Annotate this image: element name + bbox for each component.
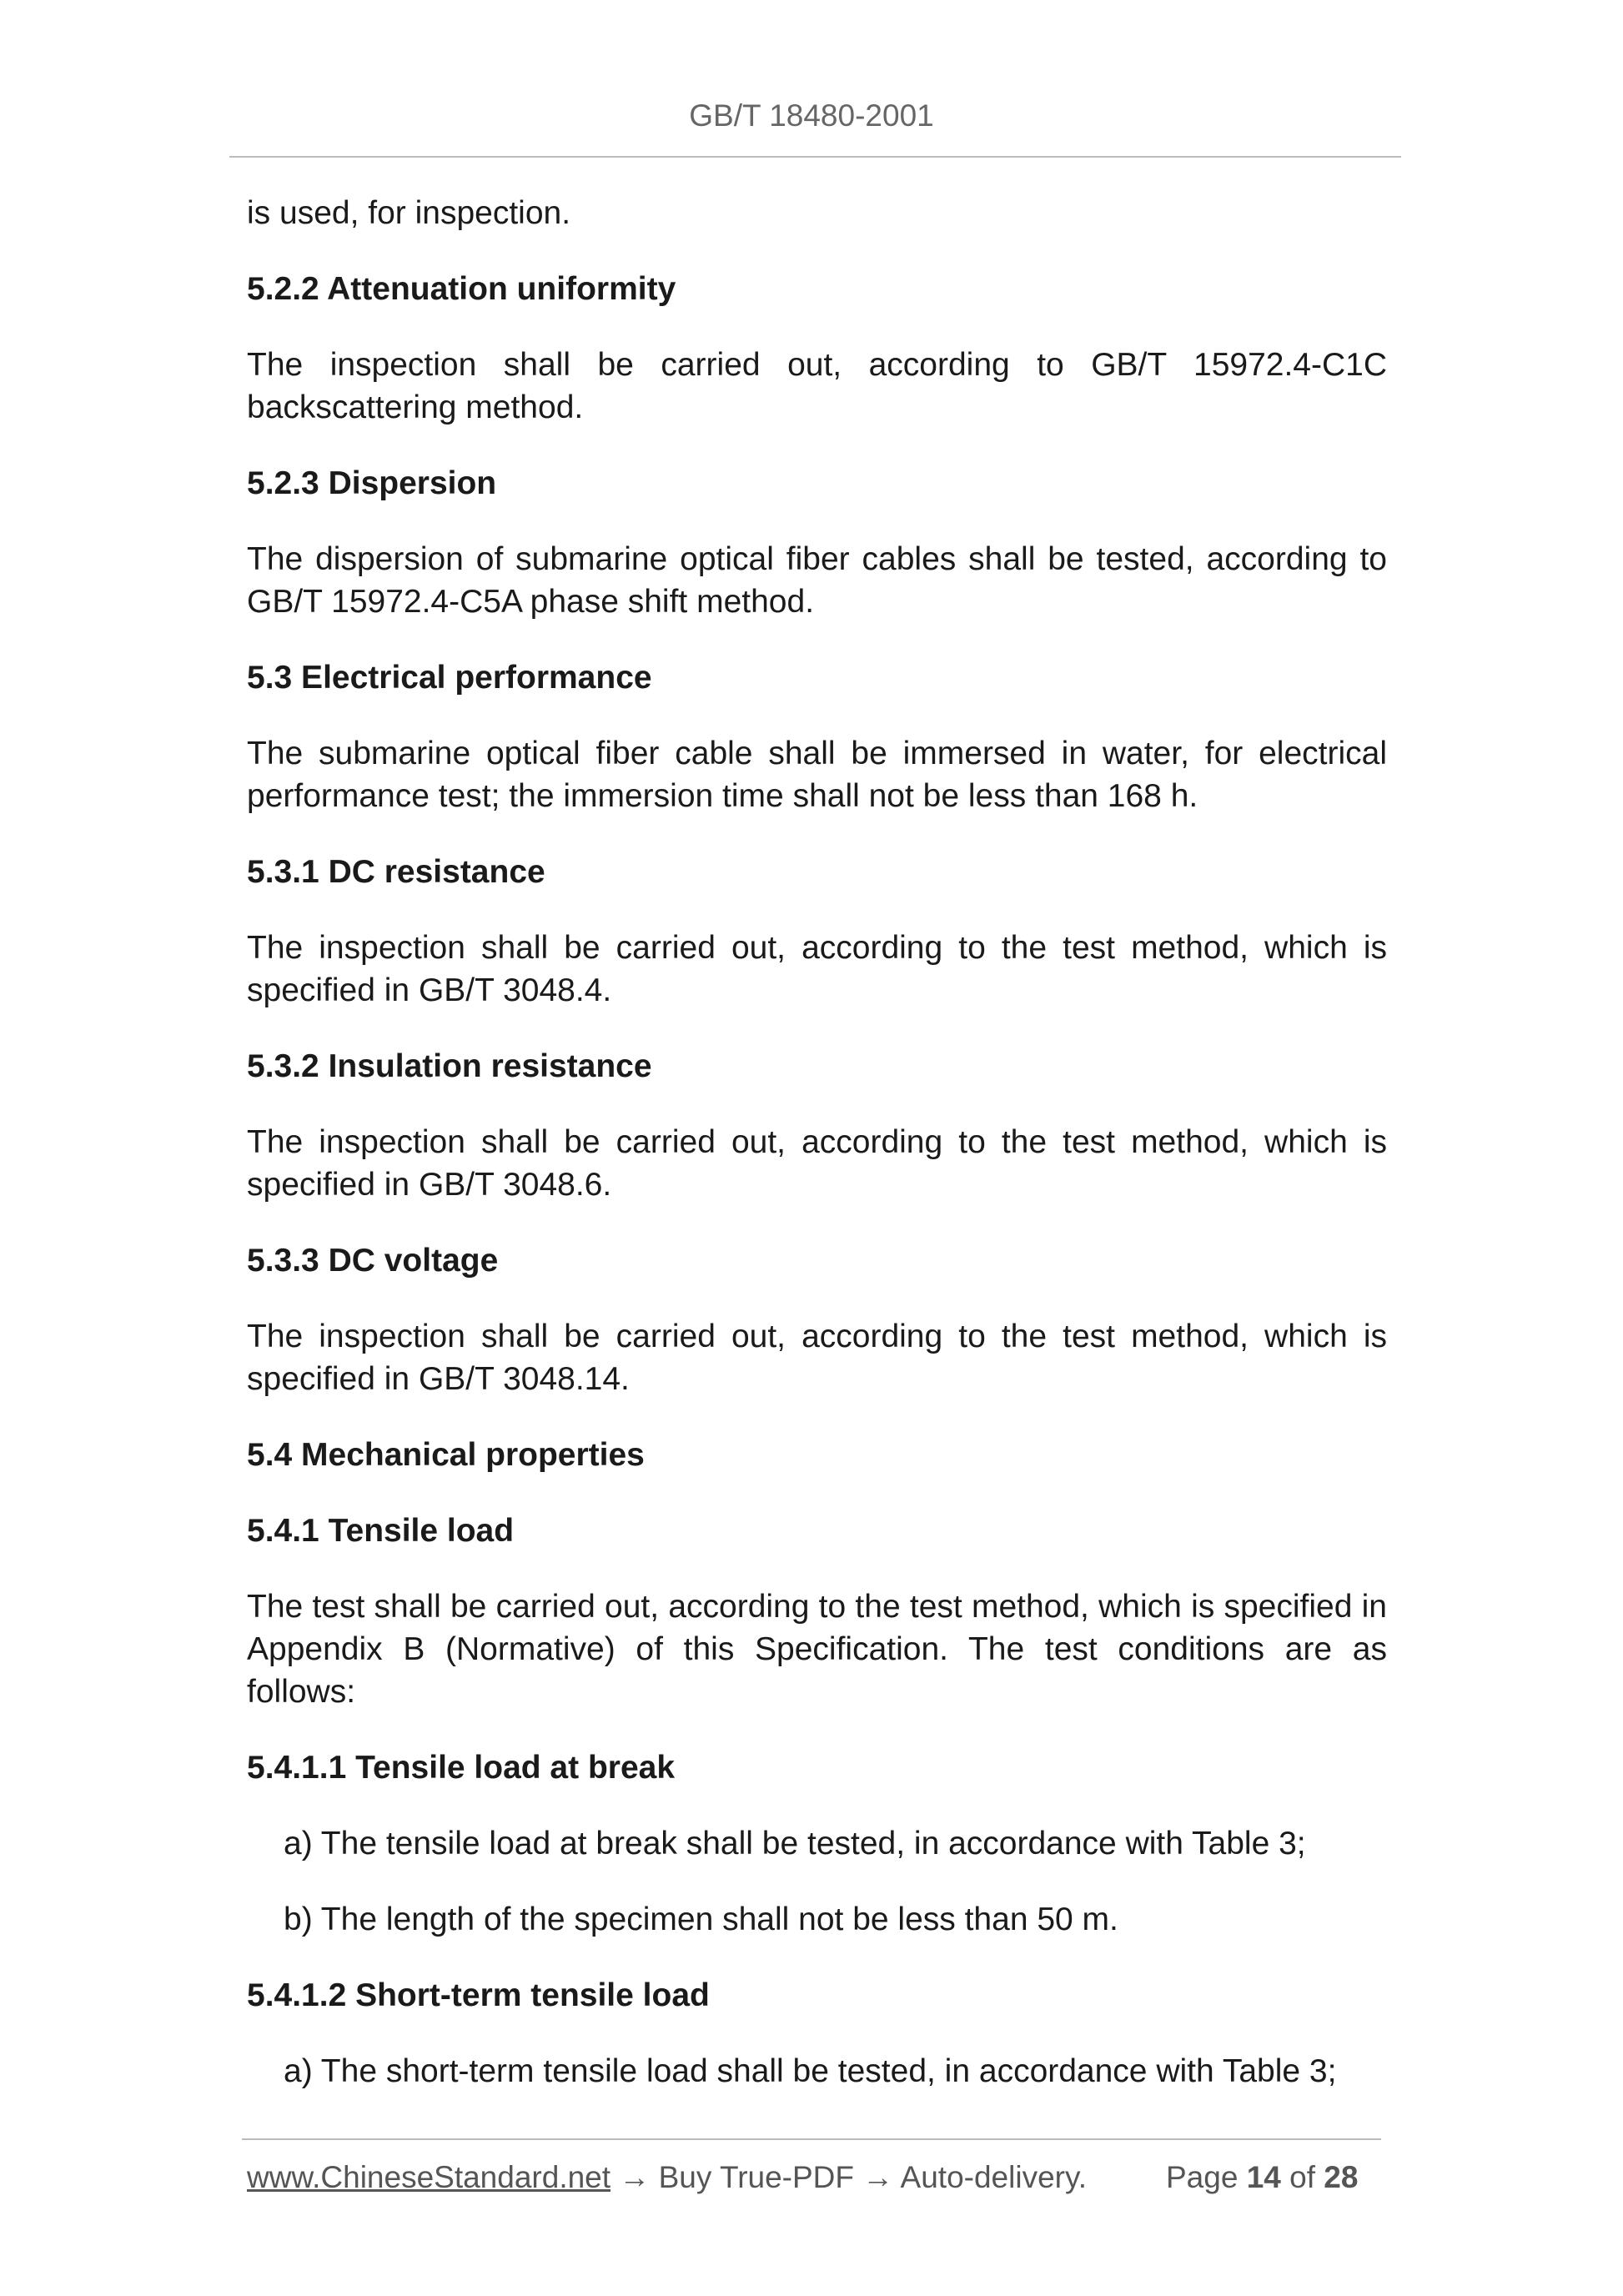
paragraph-5-4-1: The test shall be carried out, according to the test method, which is specified in Appendix B (Normative) of this Specification. The test conditions are as follows: [247,1589,1387,1710]
buy-text: Buy True-PDF [658,2160,855,2194]
paragraph-5-3: The submarine optical fiber cable shall be immersed in water, for electrical performance test; the immersion time shall not be less than 168 h. [247,736,1387,814]
website-link[interactable]: www.ChineseStandard.net [247,2160,611,2194]
paragraph-5-2-2: The inspection shall be carried out, according to GB/T 15972.4-C1C backscattering method. [247,347,1387,425]
heading-5-3-1: 5.3.1 DC resistance [247,854,545,890]
heading-5-4-1-2: 5.4.1.2 Short-term tensile load [247,1977,710,2013]
paragraph-5-3-1: The inspection shall be carried out, according to the test method, which is specified in GB/T 3048.4. [247,930,1387,1008]
heading-5-3-3: 5.3.3 DC voltage [247,1243,499,1279]
page-body [247,192,1387,2126]
heading-5-3: 5.3 Electrical performance [247,660,652,696]
arrow-right-icon: → [862,2160,894,2194]
page-label: Page [1166,2160,1239,2194]
heading-5-4-1-1: 5.4.1.1 Tensile load at break [247,1750,676,1786]
header-divider [229,156,1401,158]
heading-5-2-3: 5.2.3 Dispersion [247,465,497,501]
heading-5-2-2: 5.2.2 Attenuation uniformity [247,271,676,307]
list-item-5-4-1-1-a: a) The tensile load at break shall be tested, in accordance with Table 3; [284,1826,1306,1861]
heading-5-3-2: 5.3.2 Insulation resistance [247,1048,652,1084]
paragraph-5-3-2: The inspection shall be carried out, according to the test method, which is specified in GB/T 3048.6. [247,1124,1387,1203]
paragraph-5-2-3: The dispersion of submarine optical fiber cables shall be tested, according to GB/T 15972.4-C5A phase shift method. [247,541,1387,620]
running-header: GB/T 18480-2001 [689,98,934,133]
list-item-5-4-1-1-b: b) The length of the specimen shall not be less than 50 m. [284,1902,1118,1937]
page-number: 14 [1246,2160,1281,2194]
heading-5-4-1: 5.4.1 Tensile load [247,1513,515,1549]
page-total: 28 [1324,2160,1359,2194]
arrow-right-icon: → [619,2160,651,2194]
heading-5-4: 5.4 Mechanical properties [247,1437,645,1473]
delivery-text: Auto-delivery. [900,2160,1088,2194]
footer-promo [247,2160,1087,2195]
list-item-5-4-1-2-a: a) The short-term tensile load shall be tested, in accordance with Table 3; [284,2053,1337,2089]
paragraph-5-3-3: The inspection shall be carried out, according to the test method, which is specified in GB/T 3048.14. [247,1319,1387,1397]
paragraph-continuation: is used, for inspection. [247,195,571,231]
page-indicator [1166,2160,1358,2195]
of-label: of [1289,2160,1315,2194]
footer-divider [242,2138,1381,2140]
